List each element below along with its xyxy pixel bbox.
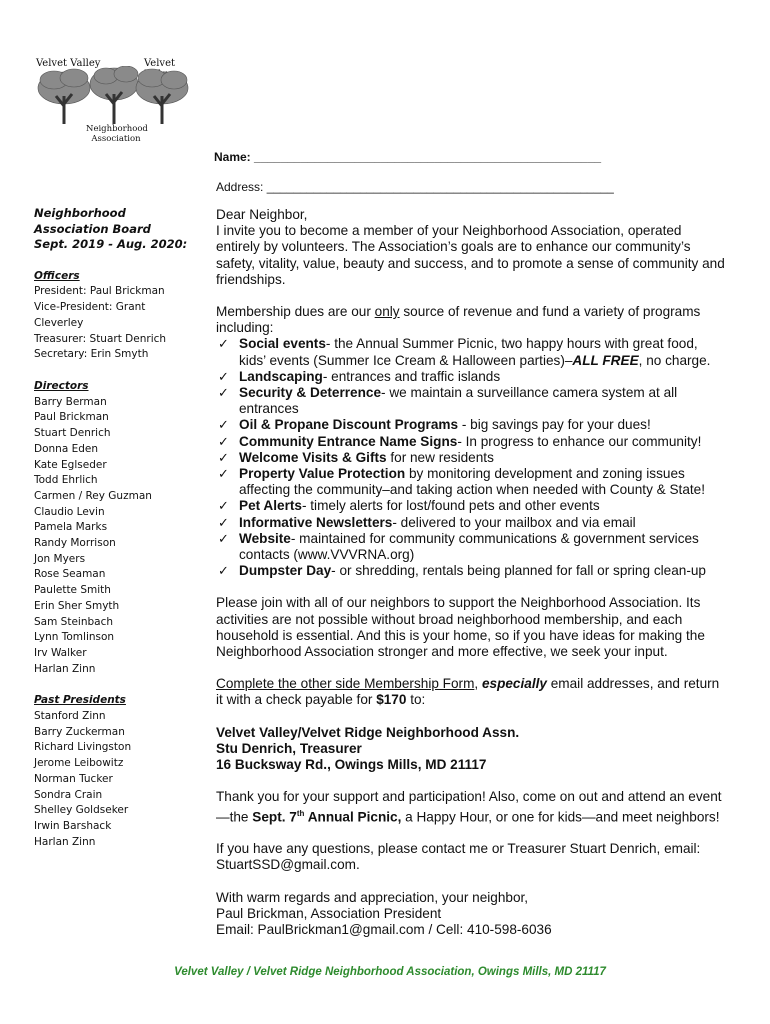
contact-line: Email: PaulBrickman1@gmail.com / Cell: 410-598-6036 (216, 922, 552, 938)
program-name: Welcome Visits & Gifts (239, 449, 387, 465)
sidebar-name-item: Irwin Barshack (34, 819, 112, 832)
sidebar-name-item: Vice-President: Grant (34, 301, 146, 314)
association-logo (34, 50, 194, 148)
sidebar-name-item: Stanford Zinn (34, 710, 106, 723)
program-item (216, 515, 726, 531)
checkmark-icon: ✓ (218, 368, 229, 384)
sidebar-name-item: President: Paul Brickman (34, 285, 165, 298)
program-item (216, 417, 726, 433)
program-description: - maintained for community communications & government services contacts (www.VVVRNA.org) (239, 530, 699, 563)
program-name: Oil & Propane Discount Programs (239, 417, 459, 433)
board-sidebar (34, 206, 194, 850)
program-item (216, 563, 726, 579)
thanks-paragraph: Thank you for your support and participation! Also, come on out and attend an event—the Sept. 7th Annual Picnic, a Happy Hour, or one for kids—and meet neighbors! (216, 789, 722, 825)
sidebar-name-item: Irv Walker (34, 646, 87, 659)
join-paragraph: Please join with all of our neighbors to support the Neighborhood Association. Its activities are not possible without broad neighborhood membership, and each household is essential. And this is your home, so if you have ideas for making the Neighborhood Association stronger and more effective, we seek your input. (216, 595, 705, 660)
especially-emphasis: especially (481, 676, 547, 692)
footer-text: Velvet Valley / Velvet Ridge Neighborhood Association, Owings Mills, MD 21117 (174, 966, 606, 978)
sidebar-name-item: Todd Ehrlich (34, 474, 98, 487)
greeting: Dear Neighbor, (216, 207, 308, 222)
program-description: - entrances and traffic islands (322, 368, 501, 384)
signer-line: Paul Brickman, Association President (216, 905, 442, 921)
only-emphasis: only (374, 304, 400, 320)
checkmark-icon: ✓ (218, 498, 229, 514)
program-item (216, 498, 726, 514)
program-item (216, 531, 726, 563)
name-label: Name: (214, 150, 255, 164)
complete-form-link-text: Complete the other side Membership Form (216, 676, 475, 692)
program-item (216, 466, 726, 498)
intro-paragraph: I invite you to become a member of your Neighborhood Association, operated entirely by volunteers. The Association’s goals are to enhance our community’s safety, vitality, value, beauty and success, and to promote a sense of community and friendships. (216, 223, 725, 287)
sidebar-name-item: Paul Brickman (34, 411, 109, 424)
sidebar-name-item: Pamela Marks (34, 521, 108, 534)
sidebar-name-item: Carmen / Rey Guzman (34, 489, 152, 502)
sidebar-name-item: Jerome Leibowitz (34, 757, 124, 770)
directors-list (34, 395, 194, 678)
sidebar-name-item: Jon Myers (34, 552, 86, 565)
sidebar-name-item: Paulette Smith (34, 584, 111, 597)
logo-org-name: Neighborhood Association (86, 124, 148, 144)
past-presidents-list (34, 709, 194, 850)
closing-line: With warm regards and appreciation, your neighbor, (216, 889, 529, 905)
program-name: Informative Newsletters (239, 514, 393, 530)
checkmark-icon: ✓ (218, 449, 229, 465)
sidebar-name-item: Randy Morrison (34, 537, 116, 550)
sidebar-name-item: Barry Zuckerman (34, 725, 125, 738)
program-item (216, 336, 726, 368)
sidebar-name-item: Rose Seaman (34, 568, 106, 581)
complete-form-paragraph: Complete the other side Membership Form, especially email addresses, and return it with a check payable for $170 to: (216, 676, 720, 708)
directors-title: Directors (34, 380, 89, 392)
mailing-address (216, 725, 726, 774)
program-description: - we maintain a surveillance camera system at all entrances (239, 385, 678, 417)
sidebar-name-item: Norman Tucker (34, 772, 113, 785)
sidebar-name-item: Donna Eden (34, 442, 99, 455)
checkmark-icon: ✓ (218, 466, 229, 482)
sidebar-name-item: Claudio Levin (34, 505, 105, 518)
program-description: by monitoring development and zoning issues affecting the community–and taking action when needed with County & State! (239, 466, 706, 498)
sidebar-name-item: Lynn Tomlinson (34, 631, 115, 644)
address-line-1: Velvet Valley/Velvet Ridge Neighborhood Assn. (216, 724, 520, 740)
sidebar-name-item: Sam Steinbach (34, 615, 114, 628)
program-name: Pet Alerts (239, 498, 302, 514)
program-description: - big savings pay for your dues! (458, 417, 651, 433)
sidebar-name-item: Cleverley (34, 316, 84, 329)
logo-left-name: Velvet Valley (36, 58, 101, 69)
past-presidents-title: Past Presidents (34, 694, 126, 707)
sidebar-name-item: Kate Eglseder (34, 458, 107, 471)
program-description: for new residents (386, 449, 494, 465)
program-description: - In progress to enhance our community! (457, 433, 702, 449)
sidebar-name-item: Stuart Denrich (34, 427, 111, 440)
name-blank: ____________________________________________________ (254, 150, 602, 164)
address-line-3: 16 Bucksway Rd., Owings Mills, MD 21117 (216, 757, 487, 773)
address-label: Address (216, 180, 261, 194)
name-field[interactable] (214, 150, 601, 164)
address-field[interactable] (216, 180, 614, 194)
checkmark-icon: ✓ (218, 514, 229, 530)
program-name: Dumpster Day (239, 563, 332, 579)
program-item (216, 434, 726, 450)
checkmark-icon: ✓ (218, 417, 229, 433)
program-description: - or shredding, rentals being planned for fall or spring clean-up (331, 563, 706, 579)
program-item (216, 369, 726, 385)
address-line-2: Stu Denrich, Treasurer (216, 740, 362, 756)
sidebar-name-item: Harlan Zinn (34, 662, 96, 675)
program-name: Community Entrance Name Signs (239, 433, 458, 449)
trees-icon (34, 66, 194, 128)
checkmark-icon: ✓ (218, 563, 229, 579)
program-name: Website (239, 530, 291, 546)
program-item (216, 385, 726, 417)
checkmark-icon: ✓ (218, 385, 229, 401)
officers-title: Officers (34, 269, 80, 282)
officers-list (34, 284, 194, 363)
program-name: Property Value Protection (239, 466, 406, 482)
program-checklist (216, 336, 726, 579)
dues-amount: $170 (376, 692, 407, 708)
sidebar-name-item: Barry Berman (34, 395, 107, 408)
board-title: Neighborhood Association Board Sept. 2019 - Aug. 2020: (34, 206, 188, 252)
program-name: Social events (239, 336, 326, 352)
program-description-end: , no charge. (638, 352, 711, 368)
program-description: - timely alerts for lost/found pets and other events (301, 498, 600, 514)
sidebar-name-item: Harlan Zinn (34, 835, 96, 848)
program-description: - delivered to your mailbox and via email (392, 514, 636, 530)
sidebar-name-item: Sondra Crain (34, 788, 103, 801)
sidebar-name-item: Shelley Goldseker (34, 804, 129, 817)
checkmark-icon: ✓ (218, 336, 229, 352)
program-emphasis: ALL FREE (572, 352, 639, 368)
sidebar-name-item: Erin Sher Smyth (34, 599, 120, 612)
checkmark-icon: ✓ (218, 433, 229, 449)
sidebar-name-item: Secretary: Erin Smyth (34, 348, 149, 361)
dues-paragraph: Membership dues are our only source of revenue and fund a variety of programs including: (216, 304, 701, 336)
program-name: Landscaping (239, 368, 323, 384)
checkmark-icon: ✓ (218, 530, 229, 546)
logo-right-name: Velvet (144, 58, 176, 69)
program-name: Security & Deterrence (239, 385, 382, 401)
address-blank: : ____________________________________________________ (260, 180, 614, 194)
sidebar-name-item: Richard Livingston (34, 741, 132, 754)
program-item (216, 450, 726, 466)
program-description: - the Annual Summer Picnic, two happy hours with great food, kids’ events (Summer Ice Cream & Halloween parties)– (239, 336, 698, 368)
letter-body (216, 207, 726, 938)
sidebar-name-item: Treasurer: Stuart Denrich (34, 332, 167, 345)
questions-paragraph: If you have any questions, please contact me or Treasurer Stuart Denrich, email: StuartSSD@gmail.com. (216, 841, 701, 873)
